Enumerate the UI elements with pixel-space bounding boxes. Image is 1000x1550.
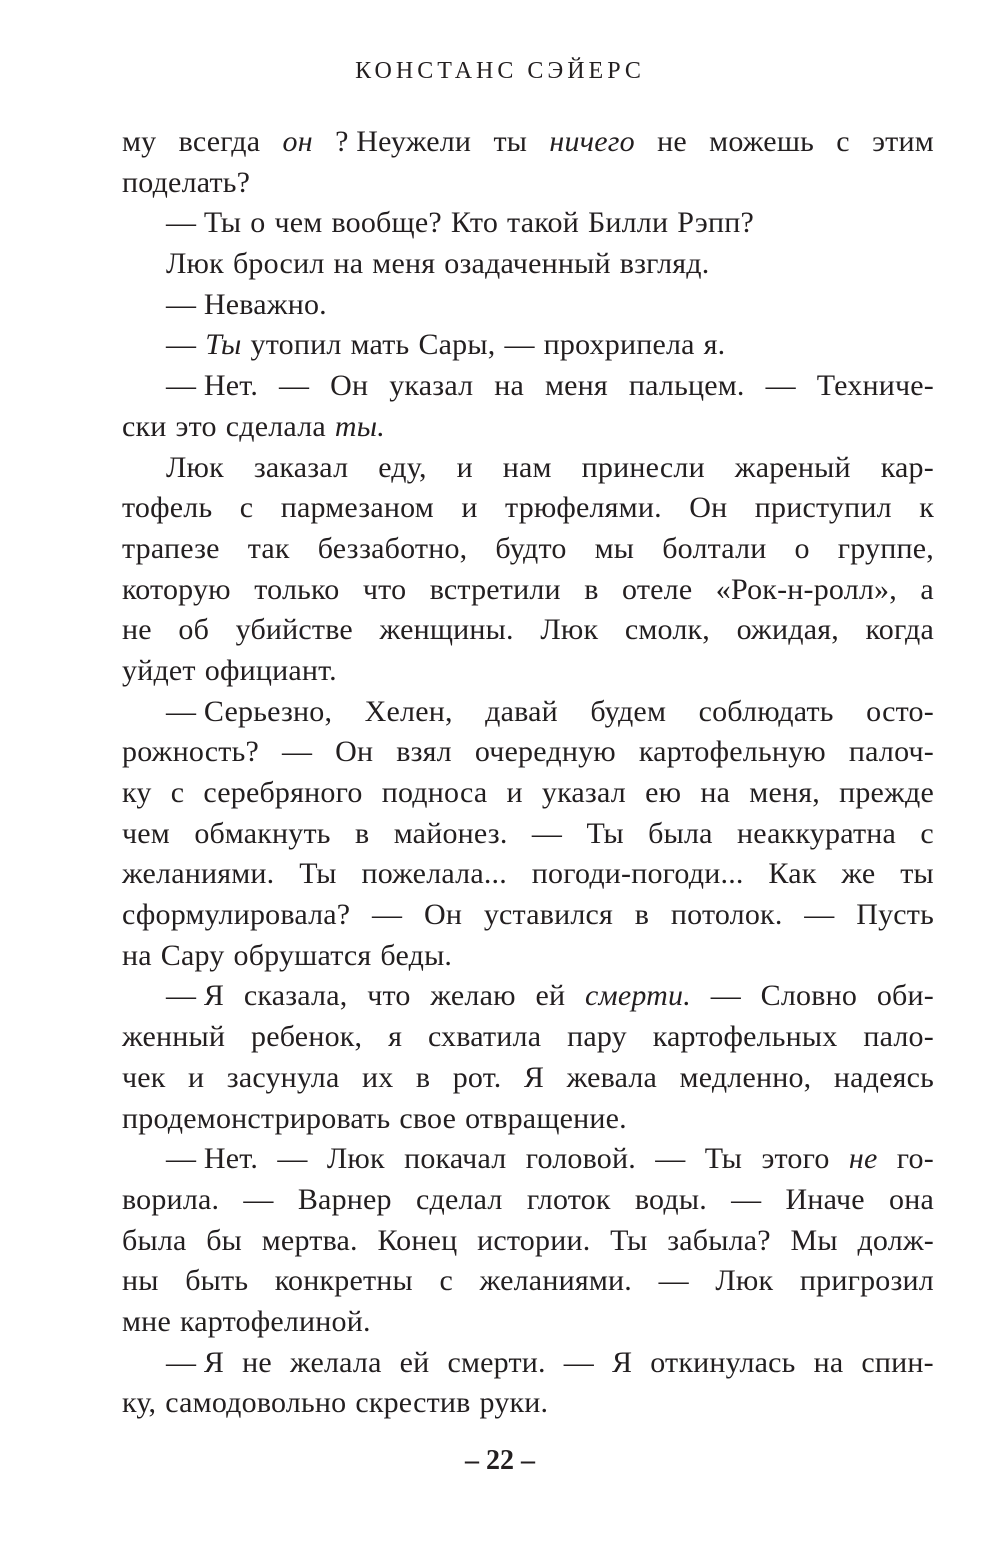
word: так	[247, 531, 290, 565]
word: глоток	[526, 1182, 611, 1216]
word: рожность?	[122, 735, 260, 769]
word: приступил	[754, 491, 892, 525]
text-line	[122, 976, 934, 1017]
word: осто-	[866, 694, 934, 728]
word: жареный	[734, 450, 851, 484]
word: нам	[502, 450, 552, 484]
word: ты	[900, 857, 934, 891]
word: неаккуратна	[737, 816, 897, 850]
body-text	[122, 122, 934, 1424]
word: Кто	[450, 206, 499, 240]
text-line	[122, 732, 934, 773]
word: оби-	[876, 979, 934, 1013]
word: ку	[122, 776, 152, 809]
word: — Нет.	[166, 1142, 259, 1176]
word: официант.	[204, 653, 337, 687]
word: ны	[122, 1264, 159, 1298]
word: —	[281, 735, 313, 769]
text-line	[122, 570, 934, 611]
word: Ты	[299, 857, 337, 891]
word: беззаботно,	[317, 531, 468, 565]
word: головой.	[525, 1142, 636, 1176]
word: не	[242, 1345, 272, 1379]
word: отвращение.	[465, 1101, 627, 1135]
word: пожелала...	[361, 857, 507, 891]
word: Варнер	[297, 1182, 392, 1216]
word: спин-	[861, 1345, 934, 1379]
word: вообще?	[331, 206, 442, 240]
word: сформулировала?	[122, 898, 351, 932]
word: еду,	[378, 450, 427, 484]
word: жевала	[566, 1060, 658, 1094]
word: очередную	[474, 735, 616, 769]
word: на	[122, 938, 152, 972]
word: их	[361, 1060, 394, 1094]
text-line	[122, 1221, 934, 1262]
word: серебряного	[203, 776, 363, 809]
word: рот.	[452, 1060, 502, 1094]
word: желаю	[430, 979, 516, 1013]
word: Люк	[326, 1142, 385, 1176]
text-line	[122, 610, 934, 651]
word: озадаченный	[444, 247, 611, 281]
word: в	[415, 1060, 431, 1094]
page-number: – 22 –	[465, 1445, 535, 1476]
word: ты	[493, 125, 528, 158]
word: Ты	[704, 1142, 743, 1176]
word: будем	[590, 694, 667, 728]
word: заказал	[253, 450, 349, 484]
word: Я	[523, 1060, 545, 1094]
word: и	[506, 776, 523, 809]
word: — Я	[166, 979, 225, 1013]
text-line	[122, 325, 934, 366]
word: долж-	[857, 1223, 934, 1257]
italic-word: смерти.	[585, 979, 691, 1013]
word: на	[813, 1345, 844, 1379]
word: в	[634, 898, 650, 932]
word: такой	[507, 206, 579, 240]
text-line	[122, 366, 934, 407]
text-line	[122, 1139, 934, 1180]
word: —	[531, 816, 563, 850]
word: в	[584, 572, 599, 606]
word: сделал	[415, 1182, 503, 1216]
word: только	[254, 572, 340, 606]
italic-word: он	[282, 125, 313, 158]
word: Он	[423, 898, 463, 932]
word: Сары,	[418, 328, 496, 362]
word: —	[563, 1345, 594, 1379]
word: конкретны	[274, 1264, 413, 1298]
word: и	[188, 1060, 205, 1094]
word: соблюдать	[698, 694, 834, 728]
word: ожидая,	[736, 613, 839, 647]
word: скрестив	[355, 1386, 471, 1420]
word: Он	[689, 491, 728, 525]
word: мы	[594, 531, 635, 565]
word: Он	[335, 735, 374, 769]
word: самодовольно	[165, 1386, 347, 1420]
word: Люк	[715, 1264, 774, 1298]
text-line	[122, 895, 934, 936]
word: Он	[330, 369, 369, 403]
word: —	[731, 1182, 762, 1216]
word: с	[439, 1264, 454, 1298]
word: руки.	[479, 1386, 549, 1420]
word: —	[655, 1142, 686, 1176]
text-line	[122, 651, 934, 692]
word: —	[372, 898, 403, 932]
word: Люк	[166, 247, 224, 281]
word: Я	[611, 1345, 633, 1379]
text-line	[122, 1180, 934, 1221]
text-line	[122, 203, 934, 244]
word: Билли	[587, 206, 669, 240]
word: —	[166, 328, 197, 362]
word: уставился	[483, 898, 614, 932]
word: быть	[185, 1264, 249, 1298]
word: надеясь	[833, 1060, 934, 1094]
word: взял	[396, 735, 452, 769]
word: же	[841, 857, 876, 891]
word: картофелиной.	[179, 1304, 371, 1338]
word: чек	[122, 1060, 166, 1094]
word: Мы	[790, 1223, 838, 1257]
word: меня	[544, 369, 608, 403]
word: утопил	[250, 328, 342, 362]
text-line	[122, 1099, 934, 1140]
word: потолок.	[670, 898, 783, 932]
text-line	[122, 936, 934, 977]
word: Иначе	[785, 1182, 865, 1216]
word: об	[178, 613, 210, 647]
word: что	[362, 572, 407, 606]
word: на	[333, 247, 364, 281]
word: картофельную	[638, 735, 826, 769]
word: сказала,	[243, 979, 348, 1013]
word: — Я	[166, 1345, 225, 1379]
word: я.	[703, 328, 726, 362]
word: а	[920, 572, 934, 606]
word: Ты	[610, 1223, 648, 1257]
word: меня,	[749, 776, 820, 809]
word: пальцем.	[628, 369, 745, 403]
word: женщины.	[379, 613, 514, 647]
word: смерти.	[447, 1345, 546, 1379]
text-line	[122, 1261, 934, 1302]
word: я	[388, 1020, 403, 1054]
word: взгляд.	[619, 247, 710, 281]
running-head: КОНСТАНС СЭЙЕРС	[355, 58, 645, 84]
word: — Нет.	[166, 369, 259, 403]
word: схватила	[427, 1020, 542, 1054]
word: о	[794, 531, 810, 565]
word: Словно	[760, 979, 858, 1013]
word: Люк	[166, 450, 224, 484]
word: была	[122, 1223, 187, 1257]
word: свое	[399, 1101, 457, 1135]
word: убийстве	[235, 613, 353, 647]
word: Рэпп?	[677, 206, 754, 240]
word: о	[250, 206, 266, 240]
word: ею	[645, 776, 682, 809]
word: тофель	[122, 491, 213, 525]
word: ски	[122, 409, 167, 443]
word: — Ты	[166, 206, 242, 240]
text-line	[122, 244, 934, 285]
word: всегда	[178, 125, 261, 158]
text-line	[122, 122, 934, 163]
word: смолк,	[624, 613, 710, 647]
text-line	[122, 1017, 934, 1058]
word: обмакнуть	[194, 816, 331, 850]
word: воды.	[634, 1182, 707, 1216]
word: отеле	[622, 572, 693, 606]
word: ей	[399, 1345, 430, 1379]
word: — Неважно.	[166, 287, 327, 321]
word: Сару	[160, 938, 225, 972]
word: —	[243, 1182, 274, 1216]
word: была	[648, 816, 713, 850]
word: ей	[535, 979, 566, 1013]
italic-word: Ты	[205, 328, 242, 362]
word: палоч-	[848, 735, 934, 769]
word: чем	[274, 206, 323, 240]
word: покачал	[404, 1142, 507, 1176]
text-line	[122, 773, 934, 814]
word: пармезаном	[280, 491, 434, 525]
word: на	[494, 369, 525, 403]
word: Конец	[377, 1223, 458, 1257]
word: меня	[372, 247, 436, 281]
word: это	[175, 409, 217, 443]
word: Как	[768, 857, 817, 891]
italic-word: ничего	[549, 125, 635, 158]
word: Ты	[586, 816, 624, 850]
word: давай	[485, 694, 558, 728]
word: картофельных	[652, 1020, 838, 1054]
word: чем	[122, 816, 170, 850]
text-line	[122, 814, 934, 855]
text-line	[122, 1302, 934, 1343]
word: мне	[122, 1304, 171, 1338]
text-line	[122, 529, 934, 570]
word: женный	[122, 1020, 226, 1054]
italic-word: ты.	[334, 409, 385, 443]
word: погоди-погоди...	[531, 857, 744, 891]
word: когда	[865, 613, 934, 647]
text-line	[122, 448, 934, 489]
word: ? Неужели	[335, 125, 472, 158]
word: уйдет	[122, 653, 196, 687]
word: майонез.	[393, 816, 508, 850]
word: кар-	[880, 450, 934, 484]
word: го-	[896, 1142, 934, 1176]
word: с	[920, 816, 934, 850]
word: —	[765, 369, 796, 403]
word: беды.	[380, 938, 453, 972]
word: прежде	[839, 776, 934, 809]
text-line	[122, 163, 934, 204]
word: —	[710, 979, 741, 1013]
word: забыла?	[667, 1223, 771, 1257]
word: встретили	[429, 572, 561, 606]
word: —	[277, 1142, 308, 1176]
word: что	[367, 979, 411, 1013]
word: на	[700, 776, 731, 809]
word: Техниче-	[816, 369, 934, 403]
word: продемонстрировать	[122, 1101, 391, 1135]
word: она	[889, 1182, 934, 1216]
word: пару	[567, 1020, 627, 1054]
text-line	[122, 1058, 934, 1099]
word: которую	[122, 572, 231, 606]
word: ворила.	[122, 1182, 220, 1216]
text-line	[122, 692, 934, 733]
word: желаниями.	[479, 1264, 632, 1298]
text-line	[122, 854, 934, 895]
word: обрушатся	[233, 938, 372, 972]
word: группе,	[837, 531, 934, 565]
word: желаниями.	[122, 857, 275, 891]
word: —	[804, 898, 835, 932]
word: с	[170, 776, 185, 809]
word: Хелен,	[364, 694, 453, 728]
word: откинулась	[650, 1345, 796, 1379]
word: будто	[495, 531, 567, 565]
word: сделала	[225, 409, 326, 443]
word: —	[504, 328, 535, 362]
text-line	[122, 488, 934, 529]
word: указал	[541, 776, 626, 809]
word: «Рок-н-ролл»,	[715, 572, 897, 606]
word: засунула	[226, 1060, 340, 1094]
italic-word: не	[848, 1142, 878, 1176]
word: ребенок,	[251, 1020, 363, 1054]
word: бы	[206, 1223, 243, 1257]
word: к	[919, 491, 934, 525]
word: мертва.	[261, 1223, 358, 1257]
word: желала	[289, 1345, 382, 1379]
word: и	[456, 450, 473, 484]
word: пригрозил	[799, 1264, 934, 1298]
word: —	[658, 1264, 689, 1298]
word: поделать?	[122, 165, 251, 199]
word: болтали	[662, 531, 767, 565]
text-line	[122, 1343, 934, 1384]
word: истории.	[477, 1223, 591, 1257]
word: не	[122, 613, 152, 647]
word: с	[836, 125, 850, 158]
word: бросил	[232, 247, 325, 281]
text-line	[122, 285, 934, 326]
word: не	[657, 125, 687, 158]
text-line	[122, 407, 934, 448]
word: медленно,	[679, 1060, 812, 1094]
word: ку,	[122, 1386, 157, 1420]
word: прохрипела	[543, 328, 695, 362]
word: Люк	[540, 613, 599, 647]
word: с	[239, 491, 254, 525]
word: мать	[350, 328, 410, 362]
word: трапезе	[122, 531, 220, 565]
word: принесли	[581, 450, 705, 484]
word: Пусть	[856, 898, 934, 932]
word: подноса	[381, 776, 488, 809]
word: этим	[872, 125, 934, 158]
word: му	[122, 125, 157, 158]
word: и	[461, 491, 478, 525]
word: пало-	[863, 1020, 934, 1054]
word: — Серьезно,	[166, 694, 333, 728]
word: можешь	[709, 125, 815, 158]
text-line	[122, 1383, 934, 1424]
word: в	[354, 816, 370, 850]
word: этого	[761, 1142, 830, 1176]
word: —	[279, 369, 310, 403]
word: трюфелями.	[505, 491, 662, 525]
word: указал	[389, 369, 474, 403]
